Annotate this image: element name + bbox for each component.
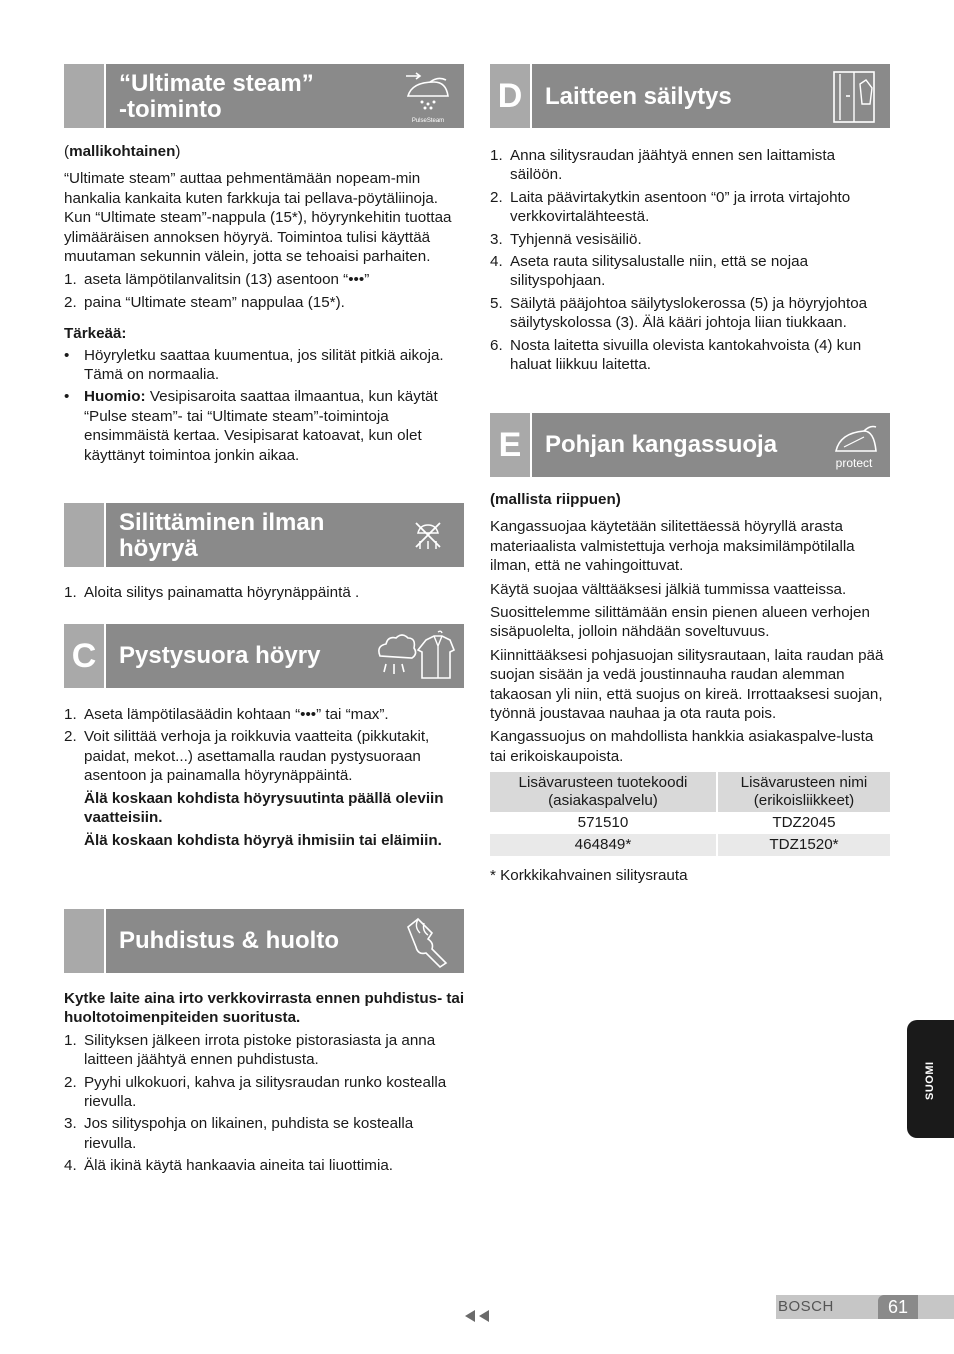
section-protector-header [490,413,890,477]
section-no-steam-header [64,503,464,567]
list-item: 2. paina “Ultimate steam” nappulaa (15*). [64,293,345,311]
list-item: 1. Anna silitysraudan jäähtyä ennen sen laittamista säilöön. [490,147,836,184]
list-item: 1. asetа lämpötilanvalitsin (13) asentoon “•••” [64,271,370,289]
model-note: (mallista riippuen) [490,491,621,508]
list-item: 1. Aseta lämpötilasäädin kohtaan “•••” tai “max”. [64,706,389,723]
language-side-tab: SUOMI [907,1020,954,1138]
list-item: 3. Tyhjennä vesisäiliö. [490,230,642,248]
section-vertical-steam-header [64,624,464,688]
bullet-item: • Höyryletku saattaa kuumentua, jos silität pitkiä aikoja. Tämä on normaalia. [64,346,444,384]
section-ultimate-steam-header [64,64,464,128]
list-item: 2. Pyyhi ulkokuori, kahva ja silitysraudan runko kostealla rievulla. [64,1073,447,1111]
list-item: 1. Silityksen jälkeen irrota pistoke pistorasiasta ja anna laitteen jäähtyä ennen puhdistusta. [64,1031,436,1069]
no-steam-body [64,583,466,605]
section-title: “Ultimate steam” -toiminto [119,70,314,123]
section-letter: D [490,64,530,128]
cleaning-body [64,989,466,1179]
list-item: 5. Säilytä pääjohtoa säilytyslokerossa (5) ja höyryjohtoa säilytyskolossa (3). Älä kääri johtoja liian tiukkaan. [490,294,868,332]
intro-text: “Ultimate steam” auttaa pehmentämään nopeam-min hankalia kankaita kuten farkkuja tai pellava-pöytäliinoja. Kun “Ultimate steam”-nappula (15*), höyrynkehitin tuottaa ylimääräisen annoksen höyryä. Toimintoa tulisi käyttää muutaman sekunnin välein, jotta se tehoaisi parhaiten. [64,170,452,266]
section-tab [64,503,104,567]
table-row: 464849* TDZ1520* [490,834,890,856]
list-item: 4. Älä ikinä käytä hankaavia aineita tai liuottimia. [64,1157,393,1175]
storage-body [490,146,890,377]
pulse-steam-iron-icon [400,68,456,124]
section-title: Puhdistus & huolto [119,927,339,954]
important-heading: Tärkeää: [64,325,127,343]
list-item: 3. Jos silityspohja on likainen, puhdista se kostealla rievulla. [64,1115,414,1152]
list-item: 4. Aseta rauta silitysalustalle niin, että se nojaa silityspohjaan. [490,253,809,290]
cupboard-icon [826,68,882,124]
section-tab [64,64,104,128]
accessory-table [490,772,890,856]
svg-text:protect: protect [835,456,873,470]
bullet-item: • Huomio: Vesipisaroita saattaa ilmaantua, kun käytät “Pulse steam”- tai “Ultimate steam”-toimintoja ensimmäistä kertaa. Vesipisarat katoavat, kun olet käyttänyt toimintoa jonkin aikaa. [64,388,438,464]
brand-label: BOSCH [778,1298,834,1315]
section-letter: C [64,624,104,688]
no-steam-icon [400,507,456,563]
vertical-steam-body [64,705,466,855]
warning-text: Älä koskaan kohdista höyryä ihmisiin tai eläimiin. [84,832,442,850]
section-title: Laitteen säilytys [545,83,732,110]
svg-text:PulseSteam: PulseSteam [411,118,445,124]
table-row: 571510 TDZ2045 [490,812,890,834]
list-item: 2. Laita päävirtakytkin asentoon “0” ja irrota virtajohto verkkovirtalähteestä. [490,188,851,226]
section-letter: E [490,413,530,477]
table-header: Lisävarusteen nimi (erikoisliikkeet) [717,772,890,812]
section-cleaning-header [64,909,464,973]
section-storage-header [490,64,890,128]
section-title: Silittäminen ilman höyryä [119,509,325,562]
page-number: 61 [878,1295,918,1319]
ultimate-steam-body: (mallikohtainen) “Ultimate steam” auttaa pehmentämään nopeam-min hankalia kankaita kuten farkkuja tai pellava-pöytäliinoja. Kun “Ultimate steam”-nappula (15*), höyrynkehitin tuottaa ylimääräisen annoksen höyryä. Toimintoa tulisi käyttää muutaman sekunnin välein, jotta se tehoaisi parhaiten. 1. asetа lämpötilanvalitsin (13) asentoon “•••” 2. paina “Ultimate steam” nappulaa (15*). Tärkeää: • Höyryletku saattaa kuumentua, jos silität pitkiä aikoja. Tämä on normaalia. • Huomio: Vesipisaroita saattaa ilmaantua, kun käytät “Pulse steam”- tai “Ultimate steam”-toimintoja ensimmäistä kertaa. Vesipisarat katoavat, kun olet käyttänyt toimintoa jonkin aikaa. [64,142,466,468]
list-item: 6. Nosta laitetta sivuilla olevista kantokahvoista (4) kun haluat liikkuu laitetta. [490,336,862,374]
protect-iron-icon [826,417,882,473]
double-left-arrow-icon [463,1307,493,1325]
section-title: Pystysuora höyry [119,642,321,669]
footnote: * Korkkikahvainen silitysrauta [490,867,688,885]
list-item: 2. Voit silittää verhoja ja roikkuvia vaatteita (pikkutakit, paidat, mekot...) asettamalla raudan pystysuoraan asentoon ja painamalla höyrynäppäintä. [64,728,430,785]
cleaning-hand-icon [400,913,456,969]
warning-text: Älä koskaan kohdista höyrysuutinta päällä oleviin vaatteisiin. [84,789,444,827]
list-item: 1. Aloita silitys painamatta höyrynäppäintä . [64,584,360,601]
warning-text: Kytke laite aina irto verkkovirrasta ennen puhdistus- tai huoltotoimenpiteiden suoritusta. [64,990,465,1027]
prev-page-arrows[interactable] [463,1307,493,1325]
vertical-steam-icon [374,630,458,682]
section-tab [64,909,104,973]
section-title: Pohjan kangassuoja [545,431,778,458]
table-header: Lisävarusteen tuotekoodi (asiakaspalvelu) [518,774,688,810]
protector-body: (mallista riippuen) Kangassuojaa käytetään silitettäessä höyryllä arasta materiaalista valmistettuja verhoja maksimilämpötilalla ilman, että ne vahingoittuvat. Käytä suojaa välttääksesi jälkiä tummissa vaatteissa. Suosittelemme silittämään ensin pienen alueen verhojen sisäpuolelta, jolloin nähdään soveltuvuus. Kiinnittääksesi pohjasuojan silitysrautaan, laita raudan pää suojan sisään ja vedä joustinnauha raudan alemman takaosan yli niin, että suojus on kireä. Irrottaaksesi suojan, työnnä joustavaa nauhaa ja ota rauta pois. Kangassuojus on mahdollista hankkia asiakaspalve-lusta tai erikoiskaupoista. Lisävarusteen tuotekoodi (asiakaspalvelu) Lisävarusteen nimi (erikoisliikkeet) 571510 TDZ2045 464849* TDZ1520* * Korkkikahvainen silitysrauta [490,490,890,890]
footer-bar [776,1295,954,1319]
